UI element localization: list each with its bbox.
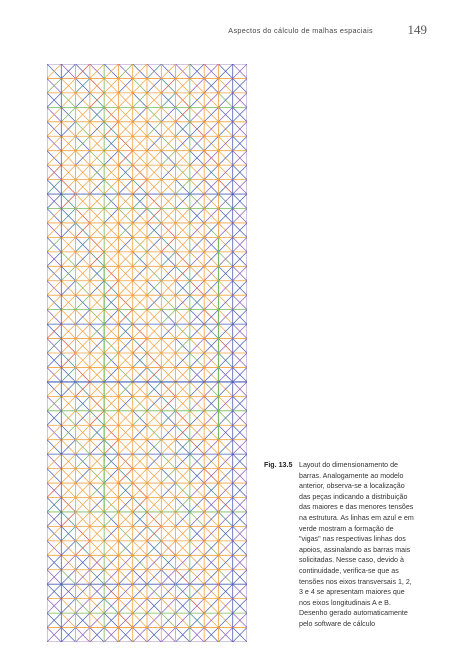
running-header: Aspectos do cálculo de malhas espaciais (228, 26, 373, 35)
figure-caption (264, 460, 414, 630)
caption-text: Layout do dimensionamento de barras. Analogamente ao modelo anterior, observa-se a localização das peças indicando a distribuição das maiores e das menores tensões na estrutura. As linhas em azul e em verde mostram a formação de "vigas" nas respectivas linhas dos apoios, assinalando as barras mais solicitadas. Nesse caso, devido à continuidade, verifica-se que as tensões nos eixos transversais 1, 2, 3 e 4 se apresentam maiores que nos eixos longitudinais A e B. Desenho gerado automaticamente pelo software de cálculo (299, 461, 414, 628)
space-truss-layout-figure (47, 64, 247, 642)
truss-grid-drawing (47, 64, 247, 642)
page-number: 149 (407, 22, 427, 37)
caption-label: Fig. 13.5 (264, 461, 293, 469)
